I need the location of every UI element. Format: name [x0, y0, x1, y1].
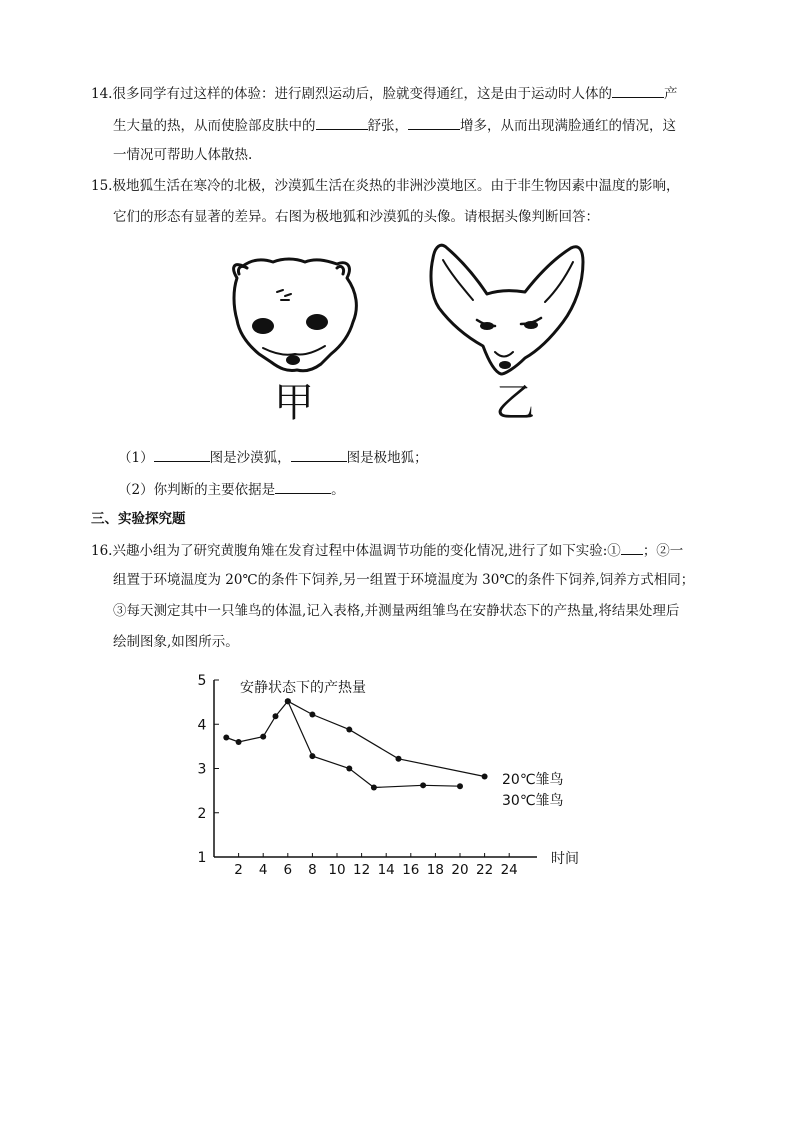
q16-text-1a: 16.兴趣小组为了研究黄腹角雉在发育过程中体温调节功能的变化情况,进行了如下实验:① — [91, 543, 621, 559]
x-tick-label: 2 — [234, 862, 243, 878]
x-tick-label: 20 — [451, 862, 469, 878]
data-point — [223, 735, 229, 741]
data-point — [260, 734, 266, 740]
x-tick-label: 10 — [328, 862, 346, 878]
fennec-fox-head-icon — [431, 245, 583, 374]
q14-text-2c: 增多，从而出现满脸通红的情况，这 — [460, 118, 676, 134]
q16-line-4: 绘制图象,如图所示。 — [113, 634, 239, 650]
q15-sub-1-number: （1） — [118, 450, 154, 466]
x-tick-label: 18 — [426, 862, 444, 878]
y-tick-label: 3 — [197, 761, 207, 778]
data-point — [482, 773, 488, 779]
q14-line-2 — [113, 115, 676, 136]
q15-sub-2 — [118, 479, 345, 500]
q15-sub-1-text-b: 图是极地狐； — [346, 450, 428, 466]
q15-answer-blank-1[interactable] — [154, 447, 210, 462]
y-tick-label: 4 — [197, 717, 207, 734]
data-point — [457, 783, 463, 789]
q15-line-2: 它们的形态有显著的差异。右图为极地狐和沙漠狐的头像。请根据头像判断回答： — [113, 209, 599, 225]
q15-sub-2-text: （2）你判断的主要依据是 — [118, 482, 276, 498]
x-tick-label: 12 — [353, 862, 371, 878]
y-tick-label: 2 — [197, 805, 207, 822]
fox-label-yi: 乙 — [495, 380, 535, 426]
q14-text-1a: 14.很多同学有过这样的体验：进行剧烈运动后，脸就变得通红，这是由于运动时人体的 — [91, 86, 612, 102]
series-label-30c: 30℃雏鸟 — [502, 793, 564, 809]
q15-sub-1-text-a: 图是沙漠狐， — [209, 450, 291, 466]
y-tick-label: 1 — [197, 850, 207, 866]
x-tick-label: 6 — [283, 862, 293, 878]
data-point — [371, 785, 377, 791]
q14-text-2b: 舒张， — [367, 118, 408, 134]
q15-answer-blank-2[interactable] — [291, 447, 347, 462]
q14-line-3: 一情况可帮助人体散热. — [113, 147, 253, 163]
x-tick-label: 24 — [500, 862, 518, 878]
x-axis-label: 时间 — [551, 851, 579, 867]
data-point — [309, 712, 315, 718]
x-tick-label: 16 — [402, 862, 420, 878]
x-tick-label: 14 — [377, 862, 395, 878]
section-heading-experiment: 三、实验探究题 — [91, 511, 186, 527]
q15-answer-blank-3[interactable] — [275, 479, 331, 494]
heat-production-chart — [195, 668, 595, 880]
data-point — [236, 739, 242, 745]
q16-line-3: ③每天测定其中一只雏鸟的体温,记入表格,并测量两组雏鸟在安静状态下的产热量,将结果处理后 — [113, 603, 680, 619]
fox-label-jia: 甲 — [274, 380, 314, 426]
q14-answer-blank-3[interactable] — [408, 115, 460, 130]
data-point — [396, 756, 402, 762]
x-tick-label: 8 — [308, 862, 317, 878]
q15-line-1: 15.极地狐生活在寒冷的北极，沙漠狐生活在炎热的非洲沙漠地区。由于非生物因素中温度的影响， — [91, 178, 680, 194]
fox-heads-figure — [225, 240, 595, 380]
data-point — [285, 698, 291, 704]
q15-sub-2-end: 。 — [331, 482, 345, 498]
chart-title: 安静状态下的产热量 — [240, 680, 366, 696]
series-label-20c: 20℃雏鸟 — [502, 772, 564, 788]
x-tick-label: 4 — [258, 862, 268, 878]
q14-answer-blank-2[interactable] — [316, 115, 368, 130]
arctic-fox-head-icon — [234, 259, 357, 371]
q14-text-2a: 生大量的热，从而使脸部皮肤中的 — [113, 118, 316, 134]
data-point — [346, 766, 352, 772]
data-point — [273, 713, 279, 719]
q14-line-1 — [91, 83, 677, 104]
q15-sub-1 — [118, 447, 428, 468]
q14-answer-blank-1[interactable] — [612, 83, 664, 98]
data-point — [346, 727, 352, 733]
data-point — [420, 782, 426, 788]
q16-line-2: 组置于环境温度为 20℃的条件下饲养,另一组置于环境温度为 30℃的条件下饲养,饲养方式相同； — [113, 572, 695, 588]
q16-text-1b: ；②一 — [642, 543, 684, 559]
data-point — [309, 753, 315, 759]
q16-line-1 — [91, 540, 683, 561]
q14-text-1b: 产 — [663, 86, 678, 102]
q16-answer-blank-1[interactable] — [621, 540, 643, 555]
y-tick-label: 5 — [197, 673, 207, 689]
x-tick-label: 22 — [476, 862, 494, 878]
